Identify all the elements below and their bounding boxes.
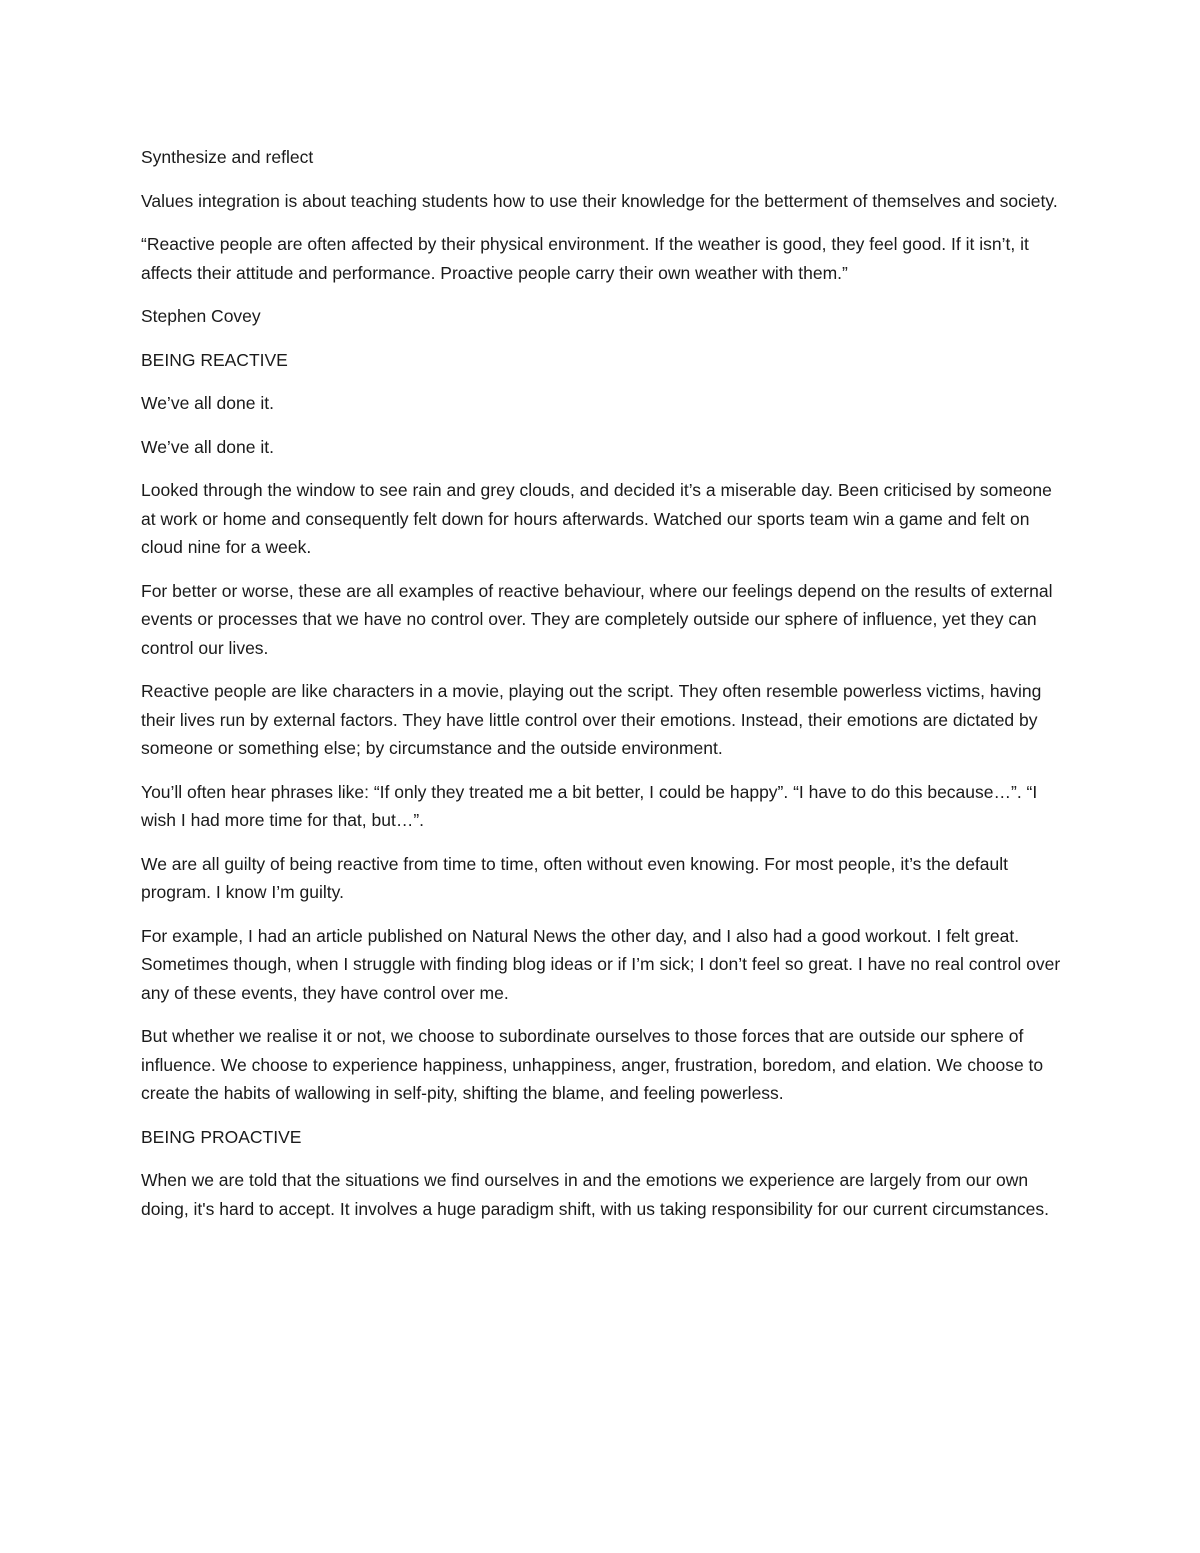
heading-being-reactive: BEING REACTIVE (141, 349, 288, 370)
document-body (141, 143, 1066, 1238)
paragraph-better-or-worse: For better or worse, these are all examples of reactive behaviour, where our feelings depend on the results of external events or processes that we have no control over. They are completely outside our sphere of influence, yet they can control our lives. (141, 580, 1053, 658)
paragraph-done-it-2: We’ve all done it. (141, 436, 274, 457)
paragraph-done-it-1: We’ve all done it. (141, 393, 274, 413)
document-title: Synthesize and reflect (141, 147, 314, 167)
quote-paragraph: “Reactive people are often affected by their physical environment. If the weather is good, they feel good. If it isn’t, it affects their attitude and performance. Proactive people carry their own weather with them.” (141, 234, 1029, 283)
paragraph-for-example: For example, I had an article published on Natural News the other day, and I also had a good workout. I felt great. Sometimes though, when I struggle with finding blog ideas or if I’m sick; I don’t feel so great. I have no real control over any of these events, they have control over me. (141, 925, 1061, 1003)
paragraph-values-integration: Values integration is about teaching students how to use their knowledge for the betterment of themselves and society. (141, 190, 1058, 211)
paragraph-when-we-are-told: When we are told that the situations we find ourselves in and the emotions we experience are largely from our own doing, it's hard to accept. It involves a huge paradigm shift, with us taking responsibility for our current circumstances. (141, 1170, 1049, 1219)
quote-author: Stephen Covey (141, 306, 261, 326)
paragraph-looked-through: Looked through the window to see rain and grey clouds, and decided it’s a miserable day. Been criticised by someone at work or home and consequently felt down for hours afterwards. Watched our sports team win a game and felt on cloud nine for a week. (141, 480, 1052, 557)
heading-being-proactive: BEING PROACTIVE (141, 1126, 302, 1147)
paragraph-reactive-people: Reactive people are like characters in a movie, playing out the script. They often resemble powerless victims, having their lives run by external factors. They have little control over their emotions. Instead, their emotions are dictated by someone or something else; by circumstance and the outside environment. (141, 681, 1042, 758)
paragraph-phrases: You’ll often hear phrases like: “If only they treated me a bit better, I could be happy”. “I have to do this because…”. “I wish I had more time for that, but…”. (141, 781, 1038, 830)
paragraph-guilty: We are all guilty of being reactive from time to time, often without even knowing. For most people, it’s the default program. I know I’m guilty. (141, 853, 1009, 902)
paragraph-whether-we-realise: But whether we realise it or not, we choose to subordinate ourselves to those forces that are outside our sphere of influence. We choose to experience happiness, unhappiness, anger, frustration, boredom, and elation. We choose to create the habits of wallowing in self-pity, shifting the blame, and feeling powerless. (141, 1026, 1044, 1103)
